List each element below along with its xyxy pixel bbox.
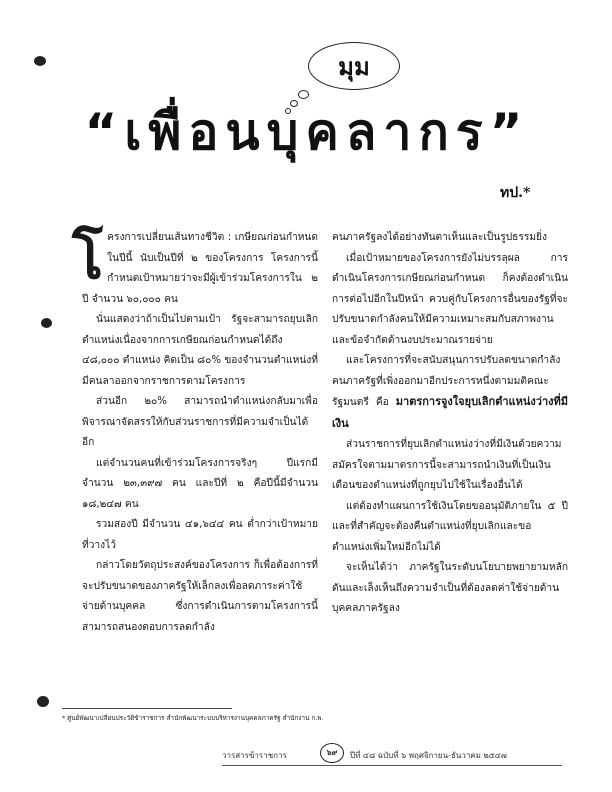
paragraph-text: ครงการเปลี่ยนเส้นทางชีวิต : เกษียณก่อนกำหนด ในปีนี้ นับเป็นปีที่ ๒ ของโครงการ โครงการนี้กำหนดเป้าหมายว่าจะมีผู้เข้าร่วมโครงการใน ๒ ปี จำนวน ๖๐,๐๐๐ คน	[82, 232, 318, 305]
punch-hole-mark	[37, 696, 49, 707]
page-footer	[222, 743, 562, 766]
paragraph: ส่วนอีก ๒๐% สามารถนำตำแหน่งกลับมาเพื่อพิจารณาจัดสรรให้กับส่วนราชการที่มีความจำเป็นได้อีก	[82, 396, 318, 448]
paragraph-text: และโครงการที่จะสนับสนุนการปรับลดขนาดกำลังคนภาครัฐที่เพิ่งออกมาอีกประการหนึ่งตามมติคณะรัฐมนตรี คือ	[332, 355, 561, 408]
paragraph: เมื่อเป้าหมายของโครงการยังไม่บรรลุผล การดำเนินโครงการเกษียณก่อนกำหนด ก็คงต้องดำเนินการต่อไปอีกในปีหน้า ควบคู่กับโครงการอื่นของรัฐที่จะปรับขนาดกำลังคนให้มีความเหมาะสมกับสภาพงานและข้อจำกัดด้านงบประมาณรายจ่าย	[332, 252, 568, 346]
thought-bubble	[308, 42, 400, 90]
paragraph: นั่นแสดงว่าถ้าเป็นไปตามเป้า รัฐจะสามารถยุบเลิกตำแหน่งเนื่องจากการเกษียณก่อนกำหนดได้ถึง ๔๘,๐๐๐ ตำแหน่ง คิดเป็น ๘๐% ของจำนวนตำแหน่งที่มีคนลาออกจากราชการตามโครงการ	[82, 314, 318, 387]
column-title: “เพื่อนบุคลากร”	[84, 103, 530, 161]
drop-cap: โ	[72, 224, 104, 292]
emphasized-measure-name: มาตรการจูงใจยุบเลิกตำแหน่งว่างที่มีเงิน	[332, 395, 568, 430]
article-column-left	[72, 224, 318, 638]
footnote-divider	[62, 708, 232, 709]
author-byline: ทป.*	[500, 185, 531, 201]
article-column-right	[332, 228, 568, 620]
paragraph: แต่ต้องทำแผนการใช้เงินโดยขออนุมัติภายใน ๕ ปี และที่สำคัญจะต้องคืนตำแหน่งที่ยุบเลิกและขอตำแหน่งเพิ่มใหม่อีกไม่ได้	[332, 500, 568, 553]
bubble-word: มุม	[338, 52, 370, 81]
issue-info: ปีที่ ๔๘ ฉบับที่ ๖ พฤศจิกายน-ธันวาคม ๒๕๔๗	[350, 751, 507, 760]
paragraph: จะเห็นได้ว่า ภาครัฐในระดับนโยบายพยายามหลักดันและเล็งเห็นถึงความจำเป็นที่ต้องลดค่าใช้จ่ายด้านบุคคลภาครัฐลง	[332, 562, 568, 614]
paragraph	[72, 224, 318, 310]
paragraph: คนภาครัฐลงได้อย่างทันตาเห็นและเป็นรูปธรรมยิ่ง	[332, 232, 547, 243]
journal-name: วารสารข้าราชการ	[222, 751, 287, 760]
punch-hole-mark	[41, 318, 52, 328]
page-number: ๖๙	[320, 743, 344, 763]
paragraph: กล่าวโดยวัตถุประสงค์ของโครงการ ก็เพื่อต้องการที่จะปรับขนาดของภาครัฐให้เล็กลงเพื่อลดภาระค่าใช้จ่ายด้านบุคคล ซึ่งการดำเนินการตามโครงการนี้สามารถสนองตอบการลดกำลัง	[82, 560, 318, 633]
paragraph	[332, 351, 568, 435]
paragraph: แต่จำนวนคนที่เข้าร่วมโครงการจริงๆ ปีแรกมี จำนวน ๒๓,๓๙๗ คน และปีที่ ๒ คือปีนี้มีจำนวน ๑๘,๒๔๗ คน	[82, 457, 318, 510]
paragraph: ส่วนราชการที่ยุบเลิกตำแหน่งว่างที่มีเงินด้วยความสมัครใจตามมาตรการนี้จะสามารถนำเงินที่เป็นเงินเดือนของตำแหน่งที่ถูกยุบไปใช้ในเรื่องอื่นได้	[332, 439, 562, 491]
paragraph: รวมสองปี มีจำนวน ๔๑,๖๔๔ คน ต่ำกว่าเป้าหมายที่วางไว้	[82, 519, 318, 551]
footnote: * ศูนย์พัฒนาเปลี่ยนประวัติข้าราชการ สำนักพัฒนาระบบบริหารงานบุคคลภาครัฐ สำนักงาน ก.พ.	[62, 714, 324, 722]
punch-hole-mark	[34, 56, 46, 66]
